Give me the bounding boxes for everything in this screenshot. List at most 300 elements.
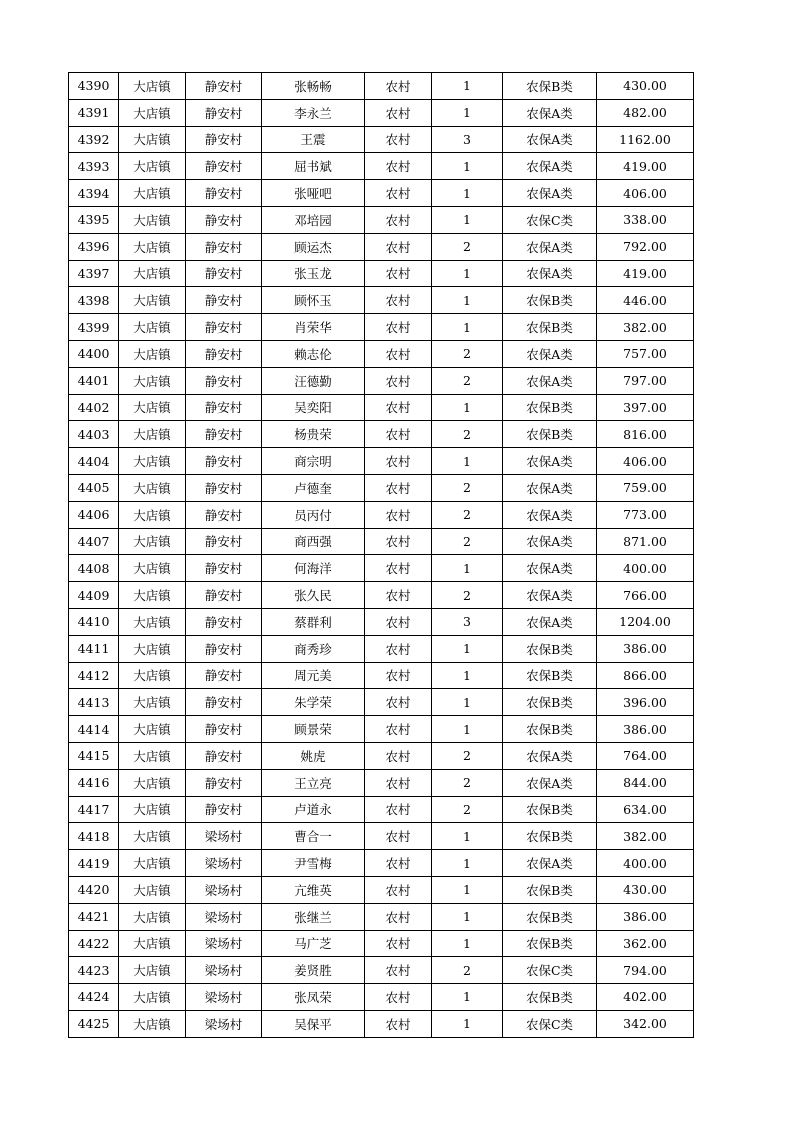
- table-row: [69, 957, 694, 984]
- name-cell: 姜贤胜: [262, 957, 365, 984]
- name-cell: 商西强: [262, 528, 365, 555]
- household-type-cell: 农村: [365, 984, 432, 1011]
- village-cell: 静安村: [186, 528, 262, 555]
- table-row: [69, 206, 694, 233]
- household-type-cell: 农村: [365, 260, 432, 287]
- table-row: [69, 340, 694, 367]
- name-cell: 顾景荣: [262, 716, 365, 743]
- table-row: [69, 984, 694, 1011]
- amount-cell: 1204.00: [597, 608, 694, 635]
- table-row: [69, 180, 694, 207]
- row-number-cell: 4419: [69, 850, 119, 877]
- town-cell: 大店镇: [119, 930, 186, 957]
- town-cell: 大店镇: [119, 126, 186, 153]
- name-cell: 姚虎: [262, 742, 365, 769]
- town-cell: 大店镇: [119, 689, 186, 716]
- category-cell: 农保B类: [503, 421, 597, 448]
- category-cell: 农保B类: [503, 716, 597, 743]
- village-cell: 静安村: [186, 260, 262, 287]
- household-type-cell: 农村: [365, 474, 432, 501]
- amount-cell: 866.00: [597, 662, 694, 689]
- category-cell: 农保A类: [503, 99, 597, 126]
- town-cell: 大店镇: [119, 260, 186, 287]
- amount-cell: 419.00: [597, 260, 694, 287]
- name-cell: 张久民: [262, 582, 365, 609]
- row-number-cell: 4416: [69, 769, 119, 796]
- row-number-cell: 4424: [69, 984, 119, 1011]
- household-type-cell: 农村: [365, 555, 432, 582]
- name-cell: 亢维英: [262, 876, 365, 903]
- household-type-cell: 农村: [365, 367, 432, 394]
- town-cell: 大店镇: [119, 206, 186, 233]
- member-count-cell: 2: [432, 742, 503, 769]
- town-cell: 大店镇: [119, 555, 186, 582]
- village-cell: 梁场村: [186, 957, 262, 984]
- household-type-cell: 农村: [365, 99, 432, 126]
- member-count-cell: 2: [432, 796, 503, 823]
- member-count-cell: 1: [432, 689, 503, 716]
- category-cell: 农保A类: [503, 340, 597, 367]
- name-cell: 顾怀玉: [262, 287, 365, 314]
- category-cell: 农保B类: [503, 930, 597, 957]
- name-cell: 吴奕阳: [262, 394, 365, 421]
- amount-cell: 816.00: [597, 421, 694, 448]
- name-cell: 何海洋: [262, 555, 365, 582]
- household-type-cell: 农村: [365, 582, 432, 609]
- category-cell: 农保A类: [503, 555, 597, 582]
- row-number-cell: 4421: [69, 903, 119, 930]
- row-number-cell: 4399: [69, 314, 119, 341]
- town-cell: 大店镇: [119, 153, 186, 180]
- household-type-cell: 农村: [365, 448, 432, 475]
- amount-cell: 482.00: [597, 99, 694, 126]
- category-cell: 农保A类: [503, 769, 597, 796]
- amount-cell: 634.00: [597, 796, 694, 823]
- amount-cell: 342.00: [597, 1010, 694, 1037]
- member-count-cell: 1: [432, 635, 503, 662]
- category-cell: 农保B类: [503, 984, 597, 1011]
- town-cell: 大店镇: [119, 528, 186, 555]
- town-cell: 大店镇: [119, 716, 186, 743]
- town-cell: 大店镇: [119, 662, 186, 689]
- name-cell: 赖志伦: [262, 340, 365, 367]
- town-cell: 大店镇: [119, 876, 186, 903]
- town-cell: 大店镇: [119, 99, 186, 126]
- amount-cell: 402.00: [597, 984, 694, 1011]
- member-count-cell: 1: [432, 850, 503, 877]
- member-count-cell: 2: [432, 340, 503, 367]
- row-number-cell: 4401: [69, 367, 119, 394]
- table-row: [69, 1010, 694, 1037]
- household-type-cell: 农村: [365, 528, 432, 555]
- village-cell: 梁场村: [186, 984, 262, 1011]
- household-type-cell: 农村: [365, 314, 432, 341]
- member-count-cell: 1: [432, 930, 503, 957]
- member-count-cell: 1: [432, 823, 503, 850]
- amount-cell: 400.00: [597, 850, 694, 877]
- table-row: [69, 367, 694, 394]
- table-row: [69, 876, 694, 903]
- name-cell: 王立亮: [262, 769, 365, 796]
- household-type-cell: 农村: [365, 394, 432, 421]
- member-count-cell: 2: [432, 474, 503, 501]
- amount-cell: 397.00: [597, 394, 694, 421]
- member-count-cell: 2: [432, 367, 503, 394]
- household-type-cell: 农村: [365, 850, 432, 877]
- amount-cell: 794.00: [597, 957, 694, 984]
- household-type-cell: 农村: [365, 716, 432, 743]
- table-row: [69, 769, 694, 796]
- name-cell: 张玉龙: [262, 260, 365, 287]
- town-cell: 大店镇: [119, 742, 186, 769]
- village-cell: 梁场村: [186, 1010, 262, 1037]
- member-count-cell: 1: [432, 1010, 503, 1037]
- category-cell: 农保B类: [503, 73, 597, 100]
- table-row: [69, 260, 694, 287]
- name-cell: 商秀珍: [262, 635, 365, 662]
- name-cell: 王震: [262, 126, 365, 153]
- member-count-cell: 1: [432, 73, 503, 100]
- row-number-cell: 4396: [69, 233, 119, 260]
- amount-cell: 792.00: [597, 233, 694, 260]
- name-cell: 屈书斌: [262, 153, 365, 180]
- town-cell: 大店镇: [119, 394, 186, 421]
- table-row: [69, 582, 694, 609]
- member-count-cell: 1: [432, 260, 503, 287]
- row-number-cell: 4422: [69, 930, 119, 957]
- row-number-cell: 4415: [69, 742, 119, 769]
- table-row: [69, 555, 694, 582]
- amount-cell: 759.00: [597, 474, 694, 501]
- town-cell: 大店镇: [119, 180, 186, 207]
- category-cell: 农保C类: [503, 206, 597, 233]
- table-row: [69, 314, 694, 341]
- row-number-cell: 4400: [69, 340, 119, 367]
- village-cell: 梁场村: [186, 903, 262, 930]
- row-number-cell: 4423: [69, 957, 119, 984]
- name-cell: 卢道永: [262, 796, 365, 823]
- name-cell: 吴保平: [262, 1010, 365, 1037]
- town-cell: 大店镇: [119, 769, 186, 796]
- household-type-cell: 农村: [365, 287, 432, 314]
- member-count-cell: 1: [432, 287, 503, 314]
- member-count-cell: 1: [432, 314, 503, 341]
- village-cell: 静安村: [186, 635, 262, 662]
- village-cell: 静安村: [186, 742, 262, 769]
- name-cell: 杨贵荣: [262, 421, 365, 448]
- category-cell: 农保B类: [503, 876, 597, 903]
- town-cell: 大店镇: [119, 957, 186, 984]
- table-row: [69, 608, 694, 635]
- town-cell: 大店镇: [119, 850, 186, 877]
- table-row: [69, 126, 694, 153]
- amount-cell: 419.00: [597, 153, 694, 180]
- town-cell: 大店镇: [119, 474, 186, 501]
- village-cell: 静安村: [186, 73, 262, 100]
- member-count-cell: 1: [432, 555, 503, 582]
- village-cell: 静安村: [186, 501, 262, 528]
- amount-cell: 386.00: [597, 903, 694, 930]
- table-row: [69, 903, 694, 930]
- member-count-cell: 1: [432, 662, 503, 689]
- amount-cell: 430.00: [597, 73, 694, 100]
- member-count-cell: 2: [432, 957, 503, 984]
- name-cell: 张凤荣: [262, 984, 365, 1011]
- category-cell: 农保A类: [503, 126, 597, 153]
- amount-cell: 844.00: [597, 769, 694, 796]
- village-cell: 静安村: [186, 206, 262, 233]
- category-cell: 农保C类: [503, 1010, 597, 1037]
- amount-cell: 773.00: [597, 501, 694, 528]
- amount-cell: 338.00: [597, 206, 694, 233]
- allowance-table: [68, 72, 694, 1038]
- row-number-cell: 4417: [69, 796, 119, 823]
- row-number-cell: 4418: [69, 823, 119, 850]
- row-number-cell: 4411: [69, 635, 119, 662]
- name-cell: 曹合一: [262, 823, 365, 850]
- category-cell: 农保A类: [503, 367, 597, 394]
- name-cell: 张哑吧: [262, 180, 365, 207]
- table-row: [69, 501, 694, 528]
- category-cell: 农保A类: [503, 501, 597, 528]
- name-cell: 张继兰: [262, 903, 365, 930]
- amount-cell: 430.00: [597, 876, 694, 903]
- table-row: [69, 153, 694, 180]
- member-count-cell: 2: [432, 528, 503, 555]
- name-cell: 马广芝: [262, 930, 365, 957]
- table-row: [69, 421, 694, 448]
- table-row: [69, 99, 694, 126]
- table-row: [69, 635, 694, 662]
- row-number-cell: 4398: [69, 287, 119, 314]
- member-count-cell: 3: [432, 126, 503, 153]
- amount-cell: 764.00: [597, 742, 694, 769]
- household-type-cell: 农村: [365, 662, 432, 689]
- village-cell: 静安村: [186, 287, 262, 314]
- member-count-cell: 1: [432, 984, 503, 1011]
- row-number-cell: 4393: [69, 153, 119, 180]
- category-cell: 农保A类: [503, 742, 597, 769]
- household-type-cell: 农村: [365, 903, 432, 930]
- table-row: [69, 394, 694, 421]
- amount-cell: 362.00: [597, 930, 694, 957]
- table-row: [69, 474, 694, 501]
- town-cell: 大店镇: [119, 796, 186, 823]
- name-cell: 周元美: [262, 662, 365, 689]
- member-count-cell: 1: [432, 448, 503, 475]
- table-row: [69, 689, 694, 716]
- amount-cell: 406.00: [597, 180, 694, 207]
- household-type-cell: 农村: [365, 742, 432, 769]
- household-type-cell: 农村: [365, 608, 432, 635]
- row-number-cell: 4392: [69, 126, 119, 153]
- member-count-cell: 3: [432, 608, 503, 635]
- name-cell: 商宗明: [262, 448, 365, 475]
- village-cell: 梁场村: [186, 850, 262, 877]
- village-cell: 静安村: [186, 394, 262, 421]
- town-cell: 大店镇: [119, 984, 186, 1011]
- table-row: [69, 716, 694, 743]
- row-number-cell: 4406: [69, 501, 119, 528]
- category-cell: 农保A类: [503, 180, 597, 207]
- town-cell: 大店镇: [119, 314, 186, 341]
- town-cell: 大店镇: [119, 73, 186, 100]
- name-cell: 邓培园: [262, 206, 365, 233]
- name-cell: 张畅畅: [262, 73, 365, 100]
- name-cell: 汪德勤: [262, 367, 365, 394]
- village-cell: 静安村: [186, 340, 262, 367]
- name-cell: 员丙付: [262, 501, 365, 528]
- name-cell: 李永兰: [262, 99, 365, 126]
- town-cell: 大店镇: [119, 608, 186, 635]
- household-type-cell: 农村: [365, 340, 432, 367]
- village-cell: 静安村: [186, 716, 262, 743]
- member-count-cell: 1: [432, 99, 503, 126]
- household-type-cell: 农村: [365, 153, 432, 180]
- amount-cell: 382.00: [597, 823, 694, 850]
- table-row: [69, 448, 694, 475]
- category-cell: 农保C类: [503, 957, 597, 984]
- name-cell: 朱学荣: [262, 689, 365, 716]
- town-cell: 大店镇: [119, 233, 186, 260]
- household-type-cell: 农村: [365, 180, 432, 207]
- row-number-cell: 4410: [69, 608, 119, 635]
- category-cell: 农保B类: [503, 394, 597, 421]
- village-cell: 静安村: [186, 233, 262, 260]
- row-number-cell: 4404: [69, 448, 119, 475]
- row-number-cell: 4420: [69, 876, 119, 903]
- member-count-cell: 1: [432, 180, 503, 207]
- town-cell: 大店镇: [119, 635, 186, 662]
- row-number-cell: 4395: [69, 206, 119, 233]
- member-count-cell: 2: [432, 233, 503, 260]
- row-number-cell: 4408: [69, 555, 119, 582]
- table-row: [69, 528, 694, 555]
- amount-cell: 871.00: [597, 528, 694, 555]
- village-cell: 静安村: [186, 180, 262, 207]
- amount-cell: 382.00: [597, 314, 694, 341]
- village-cell: 静安村: [186, 448, 262, 475]
- amount-cell: 386.00: [597, 635, 694, 662]
- household-type-cell: 农村: [365, 206, 432, 233]
- town-cell: 大店镇: [119, 287, 186, 314]
- category-cell: 农保B类: [503, 796, 597, 823]
- category-cell: 农保A类: [503, 528, 597, 555]
- household-type-cell: 农村: [365, 635, 432, 662]
- village-cell: 梁场村: [186, 930, 262, 957]
- amount-cell: 386.00: [597, 716, 694, 743]
- category-cell: 农保A类: [503, 233, 597, 260]
- amount-cell: 797.00: [597, 367, 694, 394]
- town-cell: 大店镇: [119, 1010, 186, 1037]
- household-type-cell: 农村: [365, 957, 432, 984]
- row-number-cell: 4397: [69, 260, 119, 287]
- row-number-cell: 4407: [69, 528, 119, 555]
- household-type-cell: 农村: [365, 823, 432, 850]
- member-count-cell: 2: [432, 582, 503, 609]
- category-cell: 农保B类: [503, 823, 597, 850]
- category-cell: 农保B类: [503, 903, 597, 930]
- household-type-cell: 农村: [365, 73, 432, 100]
- town-cell: 大店镇: [119, 367, 186, 394]
- category-cell: 农保B类: [503, 314, 597, 341]
- category-cell: 农保B类: [503, 635, 597, 662]
- row-number-cell: 4402: [69, 394, 119, 421]
- household-type-cell: 农村: [365, 876, 432, 903]
- member-count-cell: 1: [432, 903, 503, 930]
- row-number-cell: 4412: [69, 662, 119, 689]
- row-number-cell: 4403: [69, 421, 119, 448]
- category-cell: 农保B类: [503, 287, 597, 314]
- table-row: [69, 796, 694, 823]
- town-cell: 大店镇: [119, 823, 186, 850]
- row-number-cell: 4391: [69, 99, 119, 126]
- village-cell: 静安村: [186, 689, 262, 716]
- village-cell: 静安村: [186, 421, 262, 448]
- village-cell: 静安村: [186, 582, 262, 609]
- member-count-cell: 1: [432, 206, 503, 233]
- member-count-cell: 2: [432, 769, 503, 796]
- amount-cell: 1162.00: [597, 126, 694, 153]
- town-cell: 大店镇: [119, 421, 186, 448]
- household-type-cell: 农村: [365, 1010, 432, 1037]
- row-number-cell: 4409: [69, 582, 119, 609]
- row-number-cell: 4425: [69, 1010, 119, 1037]
- household-type-cell: 农村: [365, 126, 432, 153]
- household-type-cell: 农村: [365, 689, 432, 716]
- town-cell: 大店镇: [119, 501, 186, 528]
- town-cell: 大店镇: [119, 903, 186, 930]
- member-count-cell: 1: [432, 153, 503, 180]
- household-type-cell: 农村: [365, 501, 432, 528]
- table-row: [69, 287, 694, 314]
- category-cell: 农保A类: [503, 474, 597, 501]
- table-row: [69, 233, 694, 260]
- member-count-cell: 1: [432, 394, 503, 421]
- category-cell: 农保A类: [503, 448, 597, 475]
- table-row: [69, 930, 694, 957]
- category-cell: 农保A类: [503, 260, 597, 287]
- amount-cell: 400.00: [597, 555, 694, 582]
- member-count-cell: 2: [432, 501, 503, 528]
- village-cell: 梁场村: [186, 823, 262, 850]
- town-cell: 大店镇: [119, 582, 186, 609]
- amount-cell: 396.00: [597, 689, 694, 716]
- name-cell: 肖荣华: [262, 314, 365, 341]
- household-type-cell: 农村: [365, 233, 432, 260]
- household-type-cell: 农村: [365, 930, 432, 957]
- category-cell: 农保B类: [503, 662, 597, 689]
- amount-cell: 446.00: [597, 287, 694, 314]
- town-cell: 大店镇: [119, 448, 186, 475]
- category-cell: 农保A类: [503, 153, 597, 180]
- table-row: [69, 662, 694, 689]
- household-type-cell: 农村: [365, 796, 432, 823]
- name-cell: 顾运杰: [262, 233, 365, 260]
- village-cell: 静安村: [186, 314, 262, 341]
- table-row: [69, 823, 694, 850]
- row-number-cell: 4405: [69, 474, 119, 501]
- name-cell: 蔡群利: [262, 608, 365, 635]
- village-cell: 静安村: [186, 474, 262, 501]
- row-number-cell: 4414: [69, 716, 119, 743]
- name-cell: 尹雪梅: [262, 850, 365, 877]
- member-count-cell: 1: [432, 716, 503, 743]
- village-cell: 静安村: [186, 769, 262, 796]
- village-cell: 静安村: [186, 796, 262, 823]
- category-cell: 农保B类: [503, 689, 597, 716]
- table-row: [69, 742, 694, 769]
